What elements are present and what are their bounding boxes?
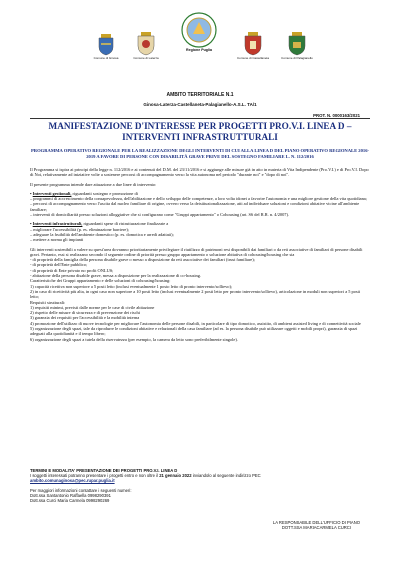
intro-paragraph-2: Il presente programma intende dare attuazione a due linee di intervento: <box>30 181 157 187</box>
list-item: – interventi di domiciliarità presso soluzioni alloggiative che si configurano come "Gruppi appartamento" o Cohousing (art. S6 del R.R. n. 4/2007). <box>30 212 290 218</box>
termini-heading: TERMINI E MODALITA' PRESENTAZIONE DEI PROGETTI PRO.V.I. LINEA D <box>30 468 178 473</box>
palagianello-crest <box>276 32 318 60</box>
protocol-number: PROT. N. 0000163/2021 <box>313 113 360 118</box>
list-item: 4) promozione dell'utilizzo di nuove tecnologie per migliorare l'autonomia delle persone disabili, in particolare di tipo domotico, assistito, di ambient assisted living e di connettività sociale <box>30 320 361 326</box>
pec-email-link[interactable]: ambito.comunaginosa@pec.rupar.puglia.it <box>30 478 115 484</box>
list-item: 1) requisiti minimi, previsti dalle norme per le case di civile abitazione <box>30 304 155 310</box>
list-item: - di proprietà della famiglia della persona disabile grave o messo a disposizione da reti associative dei familiari (trust familiare); <box>30 257 255 263</box>
regione-puglia-seal <box>174 12 224 52</box>
beneficiari-paragraph: Gli interventi sostenibili a valere su quest'area dovranno prioritariamente privilegiare il riutilizzo di patrimoni resi disponibili dai familiari o da reti associative di familiari di persone disabili gravi. Pertanto, essi si realizzano secondo il seguente ordine di priorità presso gruppo appartamento o soluzione abitativa di cohousing/housing che sia <box>30 246 363 257</box>
signature-role: LA RESPONSABILE DELL'UFFICIO DI PIANO <box>272 520 360 525</box>
list-item: - abitazione della persona disabile grave, messa a disposizione per la realizzazione di co-housing. <box>30 273 202 279</box>
list-item: – migliorare l'accessibilità (p. es. eliminazione barriere); <box>30 226 130 232</box>
list-item: - di proprietà di Ente privato no profit ONLUS; <box>30 267 114 273</box>
logo-row <box>86 12 316 92</box>
logo-caption: Comune di Castellaneta <box>236 56 270 60</box>
list-item: 5) organizzazione degli spazi, tale da riprodurre le condizioni abitative e relazionali della casa familiare (ad es. la persona disabile può utilizzare oggetti e mobili propri), garanzia di spazi adeguati alla quotidianità e il tempo libero; <box>30 326 358 337</box>
divider <box>30 118 370 119</box>
document-body <box>30 167 370 342</box>
list-item: 2) rispetto delle misure di sicurezza e di prevenzione dei rischi <box>30 310 140 316</box>
list-item: – mettere a norma gli impianti <box>30 237 84 243</box>
deadline-text: I soggetti interessati potranno presentare i progetti entro e non oltre il 21 gennaio 2022 inviandolo al seguente indirizzo PEC <box>30 473 261 479</box>
signature-block <box>273 520 360 531</box>
laterza-crest <box>126 32 166 60</box>
region-seal-icon <box>181 12 217 48</box>
ambito-subheading: Ginosa-Laterza-Castellaneta-Palagianello-A.S.L. TA/1 <box>143 102 257 107</box>
ginosa-crest <box>86 34 126 60</box>
contact-line: Dott.ssa Curci Maria Carmela 0998290269 <box>30 498 110 504</box>
document-subtitle: PROGRAMMA OPERATIVO REGIONALE PER LA REALIZZAZIONE DEGLI INTERVENTI DI CUI ALLA LINEA D DEL PIANO OPERATIVO REGIONALE 2016-2019 A FAVORE DI PERSONE CON DISABILITÀ GRAVE PRIVE DEL SOSTEGNO FAMILIARE L. N. 112/2016 <box>30 148 370 159</box>
logo-caption: Comune di Laterza <box>133 56 159 60</box>
ambito-heading: AMBITO TERRITORIALE N.1 <box>166 92 234 98</box>
intro-paragraph: Il Programma si ispira ai principi della legge n. 112/2016 e ai contenuti del D.M. del 23/11/2016 e si aggiunge alle misure già in atto in materia di Vita Indipendente (Pro.V.I.) e di Pro.V.I. Dopo di Noi, relativamente ad iniziative volte a sostenere percorsi di accompagnamento verso la vita autonoma nel periodo "durante noi" e "dopo di noi". <box>30 167 369 178</box>
signature-name: DOTT.SSA MARIACARMELA CURCI <box>281 525 351 531</box>
list-item: – adeguare la fruibilità dell'ambiente domestico (p. es. domotica e arredi adattati); <box>30 231 174 237</box>
list-item: 3) garanzia dei requisiti per l'accessibilità e la mobilità interna <box>30 315 140 321</box>
list-item: 1) capacità ricettiva non superiore a 5 posti letto (inclusi eventualmente 1 posto letto di pronto intervento/sollievo); <box>30 283 233 289</box>
shield-icon <box>98 34 114 56</box>
shield-icon <box>288 32 306 56</box>
list-item: Caratteristiche dei Gruppi appartamento e delle soluzioni di cohousing/housing: <box>30 278 171 284</box>
contact-line: Dott.ssa Santantonio Raffaella 0998290391 <box>30 492 111 498</box>
list-item: - di proprietà dell'Ente pubblico; <box>30 262 88 268</box>
list-item: – percorsi di accompagnamento verso l'uscita dal nucleo familiare di origine, ovvero verso la deistituzionalizzazione, atti ad individuare soluzioni e condizioni abitative vicine all'ambiente familiare; <box>30 201 360 212</box>
list-item: 2) in caso di ricettività più alta, in ogni caso non superiore a 10 posti letto (inclusi eventualmente 2 posti letto per pronto intervento/sollievo), articolazione in moduli non superiori a 5 posti letto; <box>30 288 361 300</box>
castellaneta-crest <box>232 32 274 60</box>
logo-caption: Comune di Ginosa <box>93 56 119 60</box>
list-item: 6) organizzazione degli spazi a tutela della riservatezza (per esempio, la camera da letto sono preferibilmente singole). <box>30 336 238 342</box>
shield-icon <box>244 32 262 56</box>
section-heading-gestionali: • Interventi gestionali, riguardanti sostegno e promozione di <box>30 190 138 196</box>
logo-caption: Comune di Palagianello <box>281 56 313 60</box>
logo-caption: Regione Puglia <box>186 48 212 52</box>
list-item: – programmi di accrescimento della consapevolezza, dell'abilitazione e dello sviluppo delle competenze, a loro volta idonei a favorire l'autonomia e una migliore gestione della vita quotidiana; <box>30 196 367 202</box>
shield-icon <box>137 32 155 56</box>
list-item: Requisiti strutturali: <box>30 299 66 305</box>
info-text: Per maggiori informazioni contattare i seguenti numeri: <box>30 487 132 493</box>
submission-section <box>30 468 370 503</box>
document-title: MANIFESTAZIONE D'INTERESSE PER PROGETTI PRO.V.I. LINEA D – INTERVENTI INFRASTRUTTURALI <box>48 121 352 142</box>
section-heading-infrastrutturali: • Interventi infrastrutturali, riguardanti spese di ristrutturazione finalizzate a <box>30 221 169 227</box>
